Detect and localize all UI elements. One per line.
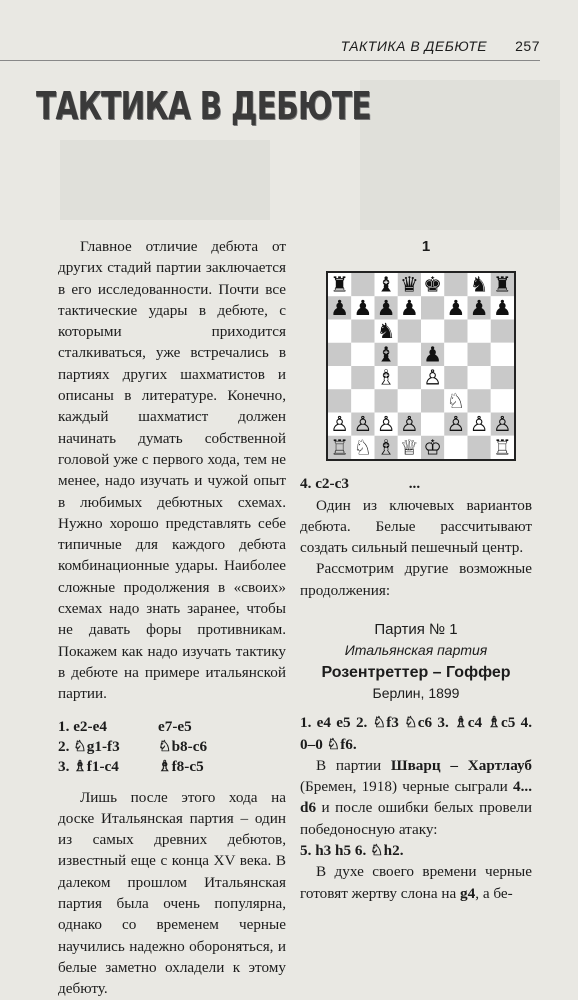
commentary (300, 473, 532, 904)
white-bishop-icon: ♗ (376, 435, 396, 460)
black-bishop-icon: ♝ (376, 273, 396, 297)
opening-moves (58, 717, 207, 777)
history-paragraph: Лишь после этого хода на доске Итальянская партия – один из самых древних дебютов, известный еще с конца XV века. В далеком прошлом Итальянская партия была очень популярна, однако со временем черные научились надежно обороняться, и белые заметно охладели к этому дебюту. (58, 788, 286, 998)
white-pawn-icon: ♙ (423, 365, 442, 390)
dark-square (375, 390, 398, 413)
move-row (58, 717, 207, 737)
black-move: ♗f8-c5 (158, 757, 204, 775)
light-square (398, 343, 421, 366)
black-pawn-icon: ♟ (330, 296, 349, 321)
dark-square (398, 366, 421, 389)
players: Розентреттер – Гоффер (321, 663, 511, 681)
bleed-through-area (360, 80, 560, 230)
light-square (351, 343, 374, 366)
black-bishop-icon: ♝ (376, 342, 396, 367)
game-header (300, 619, 532, 704)
move-four (300, 473, 532, 494)
paragraph: Один из ключевых вариантов дебюта. Белые рассчитывают создать сильный пешечный центр. (300, 496, 532, 557)
dark-square (351, 273, 374, 296)
diagram-number: 1 (421, 238, 431, 255)
dark-square (351, 366, 374, 389)
move-row (58, 737, 207, 757)
dark-square (491, 366, 514, 389)
dark-square (468, 390, 491, 413)
light-square (328, 366, 351, 389)
dark-square (328, 343, 351, 366)
white-pawn-icon: ♙ (330, 412, 349, 437)
black-knight-icon: ♞ (376, 319, 396, 344)
black-pawn-icon: ♟ (446, 296, 466, 321)
game-number: Партия № 1 (374, 621, 458, 639)
opening-name: Итальянская партия (344, 642, 488, 659)
place-year: Берлин, 1899 (372, 684, 460, 701)
light-square (421, 413, 444, 436)
move-row (58, 757, 207, 777)
header-rule (0, 60, 540, 61)
dark-square (398, 320, 421, 343)
chapter-title: ТАКТИКА В ДЕБЮТЕ (36, 84, 371, 128)
light-square (491, 343, 514, 366)
white-king-icon: ♔ (423, 435, 442, 460)
dark-square (444, 320, 467, 343)
white-pawn-icon: ♙ (400, 412, 419, 437)
white-rook-icon: ♖ (330, 435, 349, 460)
white-knight-icon: ♘ (446, 389, 466, 414)
white-pawn-icon: ♙ (353, 412, 373, 437)
game-moves: 1. e4 e5 2. ♘f3 ♘c6 3. ♗c4 ♗c5 4. 0–0 ♘f6. (300, 714, 532, 753)
paragraph: Рассмотрим другие возможные продолжения: (300, 560, 532, 599)
black-move: e7-e5 (158, 717, 192, 735)
final-moves: 5. h3 h5 6. ♘h2. (300, 842, 404, 860)
white-pawn-icon: ♙ (446, 412, 466, 437)
light-square (491, 390, 514, 413)
text: (Бремен, 1918) черные сыграли (300, 778, 514, 796)
square-ref: g4 (460, 884, 476, 902)
intro-paragraph: Главное отличие дебюта от других стадий партии заключается в его исследованности. Почти все тактические удары в дебюте, с которыми приходится сталкиваться, уже встречались в партиях других шахматистов и описаны в литературе. Конечно, каждый шахматист должен начинать думать собственной головой уже с первого хода, тем не менее, надо изучать и чужой опыт в любимых дебютных схемах. Нужно хорошо представлять себе типичные для каждого дебюта комбинационные удары. Наиболее сложные продолжения в «своих» схемах надо знать заранее, чтобы не давать форы противникам. Покажем как надо изучать тактику в дебюте на примере итальянской партии. (58, 238, 286, 703)
chess-diagram (326, 271, 516, 461)
black-king-icon: ♚ (423, 273, 442, 297)
black-pawn-icon: ♟ (376, 296, 396, 321)
black-move: ♘b8-c6 (158, 737, 208, 755)
move-four-text: 4. c2-c3 (300, 475, 349, 493)
text: В партии (316, 756, 391, 774)
dark-square (351, 320, 374, 343)
light-square (468, 320, 491, 343)
white-pawn-icon: ♙ (376, 412, 396, 437)
white-pawn-icon: ♙ (469, 412, 489, 437)
right-column (300, 236, 532, 904)
white-move: 2. ♘g1-f3 (58, 737, 120, 755)
running-header-title: ТАКТИКА В ДЕБЮТЕ (340, 38, 488, 54)
black-pawn-icon: ♟ (400, 296, 419, 321)
black-pawn-icon: ♟ (353, 296, 373, 321)
left-column (58, 236, 286, 1000)
black-rook-icon: ♜ (330, 273, 349, 297)
light-square (328, 320, 351, 343)
dark-square (468, 436, 491, 459)
light-square (444, 436, 467, 459)
light-square (421, 320, 444, 343)
dark-square (444, 273, 467, 296)
text: и после ошибки белых провели победоносную атаку: (300, 799, 532, 838)
light-square (444, 343, 467, 366)
text: В духе своего времени черные готовят жертву слона на (300, 863, 532, 902)
white-knight-icon: ♘ (353, 435, 373, 460)
paragraph (300, 755, 532, 840)
light-square (351, 390, 374, 413)
black-queen-icon: ♛ (400, 273, 419, 297)
white-rook-icon: ♖ (493, 435, 512, 460)
dark-square (468, 343, 491, 366)
game-ref: Шварц – Хартлауб (390, 756, 532, 774)
dark-square (444, 366, 467, 389)
white-pawn-icon: ♙ (493, 412, 512, 437)
dark-square (421, 390, 444, 413)
dark-square (328, 390, 351, 413)
white-move: 1. e2-e4 (58, 717, 107, 735)
running-header (341, 38, 540, 54)
black-pawn-icon: ♟ (423, 342, 442, 367)
bleed-through-area (60, 140, 270, 220)
dark-square (421, 297, 444, 320)
black-pawn-icon: ♟ (469, 296, 489, 321)
move-four-ellipsis: ... (408, 475, 421, 493)
chess-board (328, 273, 514, 459)
white-queen-icon: ♕ (400, 435, 419, 460)
white-move: 3. ♗f1-c4 (58, 757, 119, 775)
black-rook-icon: ♜ (493, 273, 512, 297)
light-square (468, 366, 491, 389)
paragraph (300, 861, 532, 904)
light-square (398, 390, 421, 413)
black-pawn-icon: ♟ (493, 296, 512, 321)
text: , а бе- (475, 884, 513, 902)
dark-square (491, 320, 514, 343)
black-knight-icon: ♞ (469, 273, 489, 297)
move-ref: 4... d6 (300, 778, 532, 817)
white-bishop-icon: ♗ (376, 365, 396, 390)
page-number: 257 (515, 38, 540, 54)
